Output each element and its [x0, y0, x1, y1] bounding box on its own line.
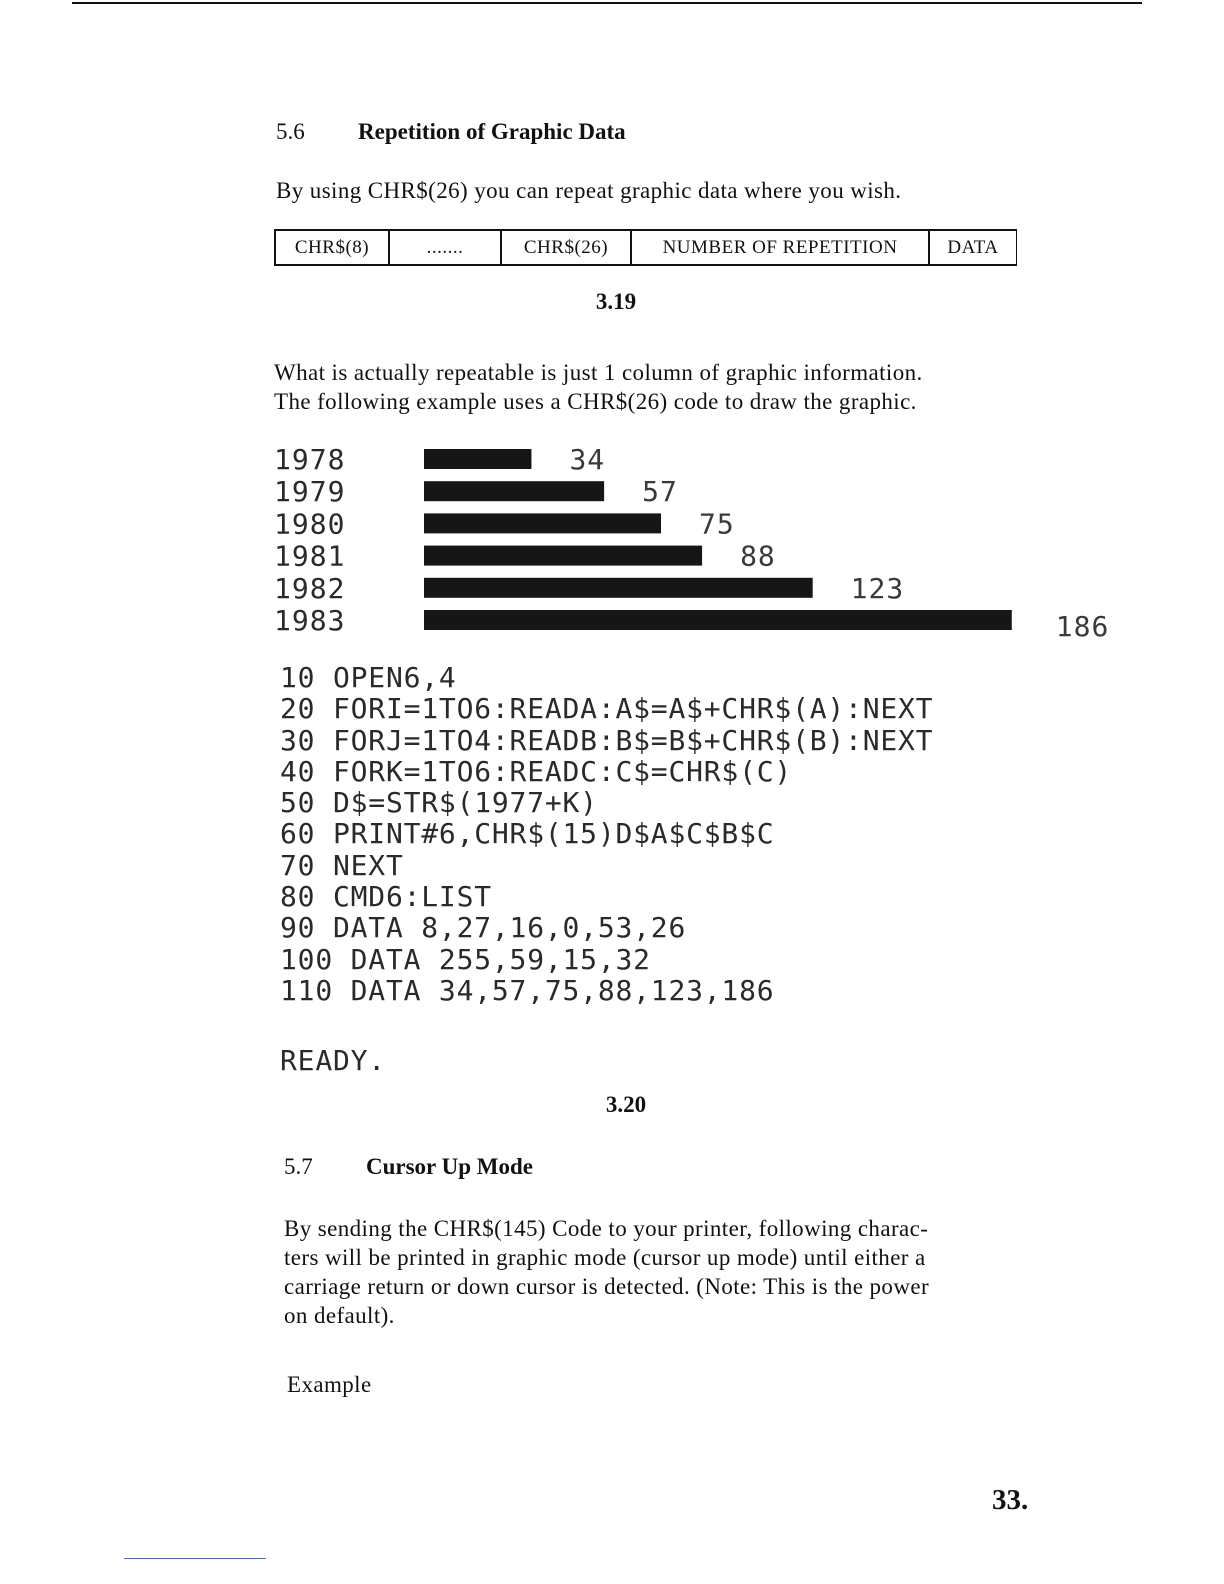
value-label: 57 — [642, 475, 678, 509]
bar — [424, 546, 702, 566]
code-line: 30 FORJ=1TO4:READB:B$=B$+CHR$(B):NEXT — [280, 723, 934, 757]
code-line: 90 DATA 8,27,16,0,53,26 — [280, 911, 687, 945]
year-label: 1980 — [274, 507, 346, 541]
sequence-cell: DATA — [929, 230, 1017, 265]
section-title: Repetition of Graphic Data — [358, 119, 626, 144]
bottom-rule — [124, 1558, 266, 1559]
page-number: 33. — [992, 1484, 1029, 1516]
value-label: 88 — [740, 539, 776, 573]
figure-caption-3-19: 3.19 — [595, 289, 637, 314]
printed-bar-chart — [0, 0, 1224, 640]
bar — [424, 578, 813, 598]
control-sequence-table — [274, 229, 1017, 266]
year-label: 1983 — [274, 604, 346, 637]
value-label: 75 — [699, 507, 735, 541]
section-number: 5.6 — [276, 119, 305, 144]
year-label: 1982 — [274, 571, 346, 605]
bar — [424, 481, 604, 501]
sequence-cell: CHR$(26) — [501, 230, 631, 265]
explanation-paragraph — [274, 358, 923, 416]
code-line: 40 FORK=1TO6:READC:C$=CHR$(C) — [280, 754, 793, 788]
body-line: ters will be printed in graphic mode (cursor up mode) until either a — [284, 1245, 926, 1270]
section-number: 5.7 — [284, 1154, 313, 1179]
code-line: 100 DATA 255,59,15,32 — [280, 942, 651, 976]
bar — [424, 449, 531, 469]
body-line: By sending the CHR$(145) Code to your printer, following charac- — [284, 1216, 929, 1241]
body-line: on default). — [284, 1303, 395, 1328]
code-line: 70 NEXT — [280, 848, 404, 882]
sequence-cell: ....... — [389, 230, 501, 265]
explanation-line: The following example uses a CHR$(26) code to draw the graphic. — [274, 389, 917, 414]
cursor-up-paragraph — [284, 1214, 929, 1330]
code-line: 10 OPEN6,4 — [280, 661, 457, 694]
bar — [424, 513, 661, 533]
explanation-line: What is actually repeatable is just 1 column of graphic information. — [274, 360, 923, 385]
example-label: Example — [287, 1372, 372, 1397]
code-line: 50 D$=STR$(1977+K) — [280, 786, 598, 820]
section-heading-5-7 — [284, 1154, 533, 1180]
sequence-cell: CHR$(8) — [275, 230, 389, 265]
value-label: 123 — [850, 571, 905, 605]
intro-line: By using CHR$(26) you can repeat graphic data where you wish. — [276, 178, 902, 203]
code-line: 110 DATA 34,57,75,88,123,186 — [280, 973, 775, 1007]
section-title: Cursor Up Mode — [366, 1154, 533, 1179]
year-label: 1978 — [274, 443, 346, 476]
sequence-row — [275, 230, 1017, 265]
figure-caption-3-20: 3.20 — [605, 1092, 647, 1117]
value-label: 34 — [569, 443, 606, 476]
code-line: 80 CMD6:LIST — [280, 880, 492, 914]
sequence-cell: NUMBER OF REPETITION — [631, 230, 929, 265]
value-label: 186 — [1055, 610, 1110, 640]
intro-paragraph — [276, 176, 901, 205]
code-line: 20 FORI=1TO6:READA:A$=A$+CHR$(A):NEXT — [280, 692, 934, 726]
year-label: 1981 — [274, 539, 346, 573]
year-label: 1979 — [274, 475, 346, 509]
bar — [424, 610, 1012, 630]
top-rule — [72, 2, 1142, 4]
section-heading-5-6 — [276, 119, 626, 145]
ready-prompt: READY. — [280, 1044, 386, 1077]
code-line: 60 PRINT#6,CHR$(15)D$A$C$B$C — [280, 817, 775, 851]
body-line: carriage return or down cursor is detected. (Note: This is the power — [284, 1274, 930, 1299]
basic-program-listing — [280, 662, 933, 1006]
